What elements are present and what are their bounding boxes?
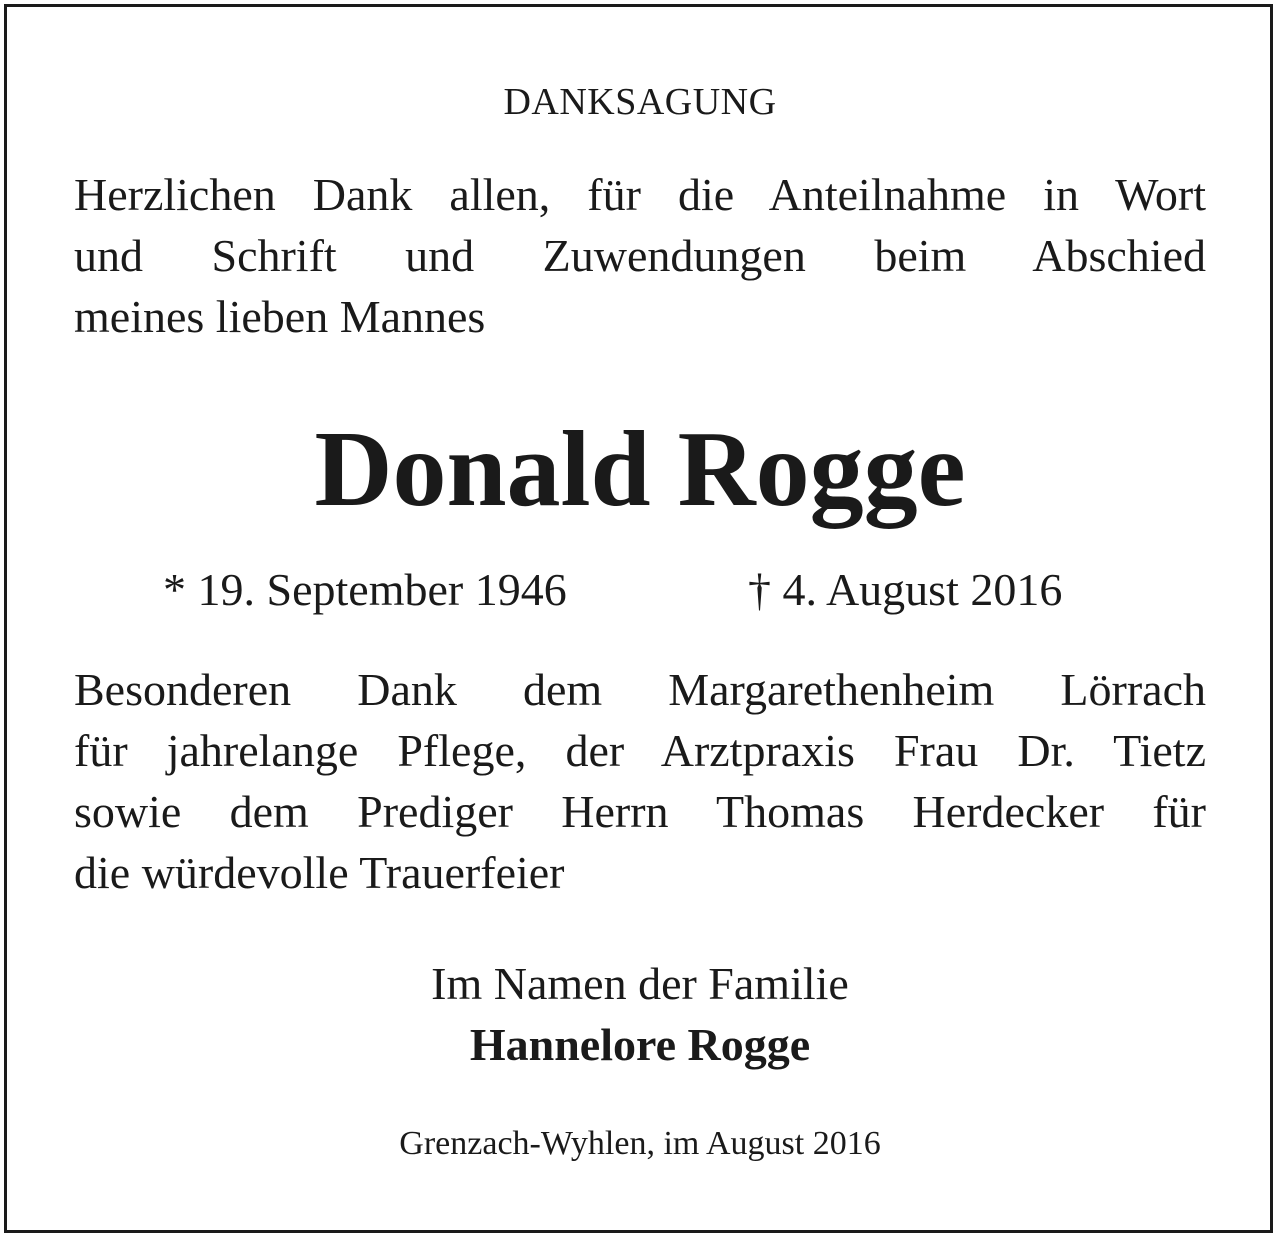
- thanks-line: für jahrelange Pflege, der Arztpraxis Frau Dr. Tietz: [74, 725, 1206, 776]
- death-date: † 4. August 2016: [748, 564, 1063, 615]
- thanks-line: Besonderen Dank dem Margarethenheim Lörrach: [74, 664, 1206, 715]
- intro-line: meines lieben Mannes: [74, 291, 486, 342]
- deceased-name: Donald Rogge: [314, 410, 966, 529]
- notice-heading: DANKSAGUNG: [503, 81, 777, 123]
- on-behalf-of-family: Im Namen der Familie: [431, 958, 849, 1009]
- thanks-line: sowie dem Prediger Herrn Thomas Herdecker für: [74, 786, 1206, 837]
- intro-line: Herzlichen Dank allen, für die Anteilnahme in Wort: [74, 169, 1206, 220]
- intro-line: und Schrift und Zuwendungen beim Abschied: [74, 230, 1206, 281]
- thanks-paragraph: [74, 659, 1206, 903]
- signer-name: Hannelore Rogge: [469, 1019, 811, 1070]
- thanks-line: die würdevolle Trauerfeier: [74, 847, 565, 898]
- birth-date: * 19. September 1946: [163, 564, 567, 615]
- place-and-date: Grenzach-Wyhlen, im August 2016: [399, 1125, 881, 1162]
- intro-paragraph: [74, 164, 1206, 347]
